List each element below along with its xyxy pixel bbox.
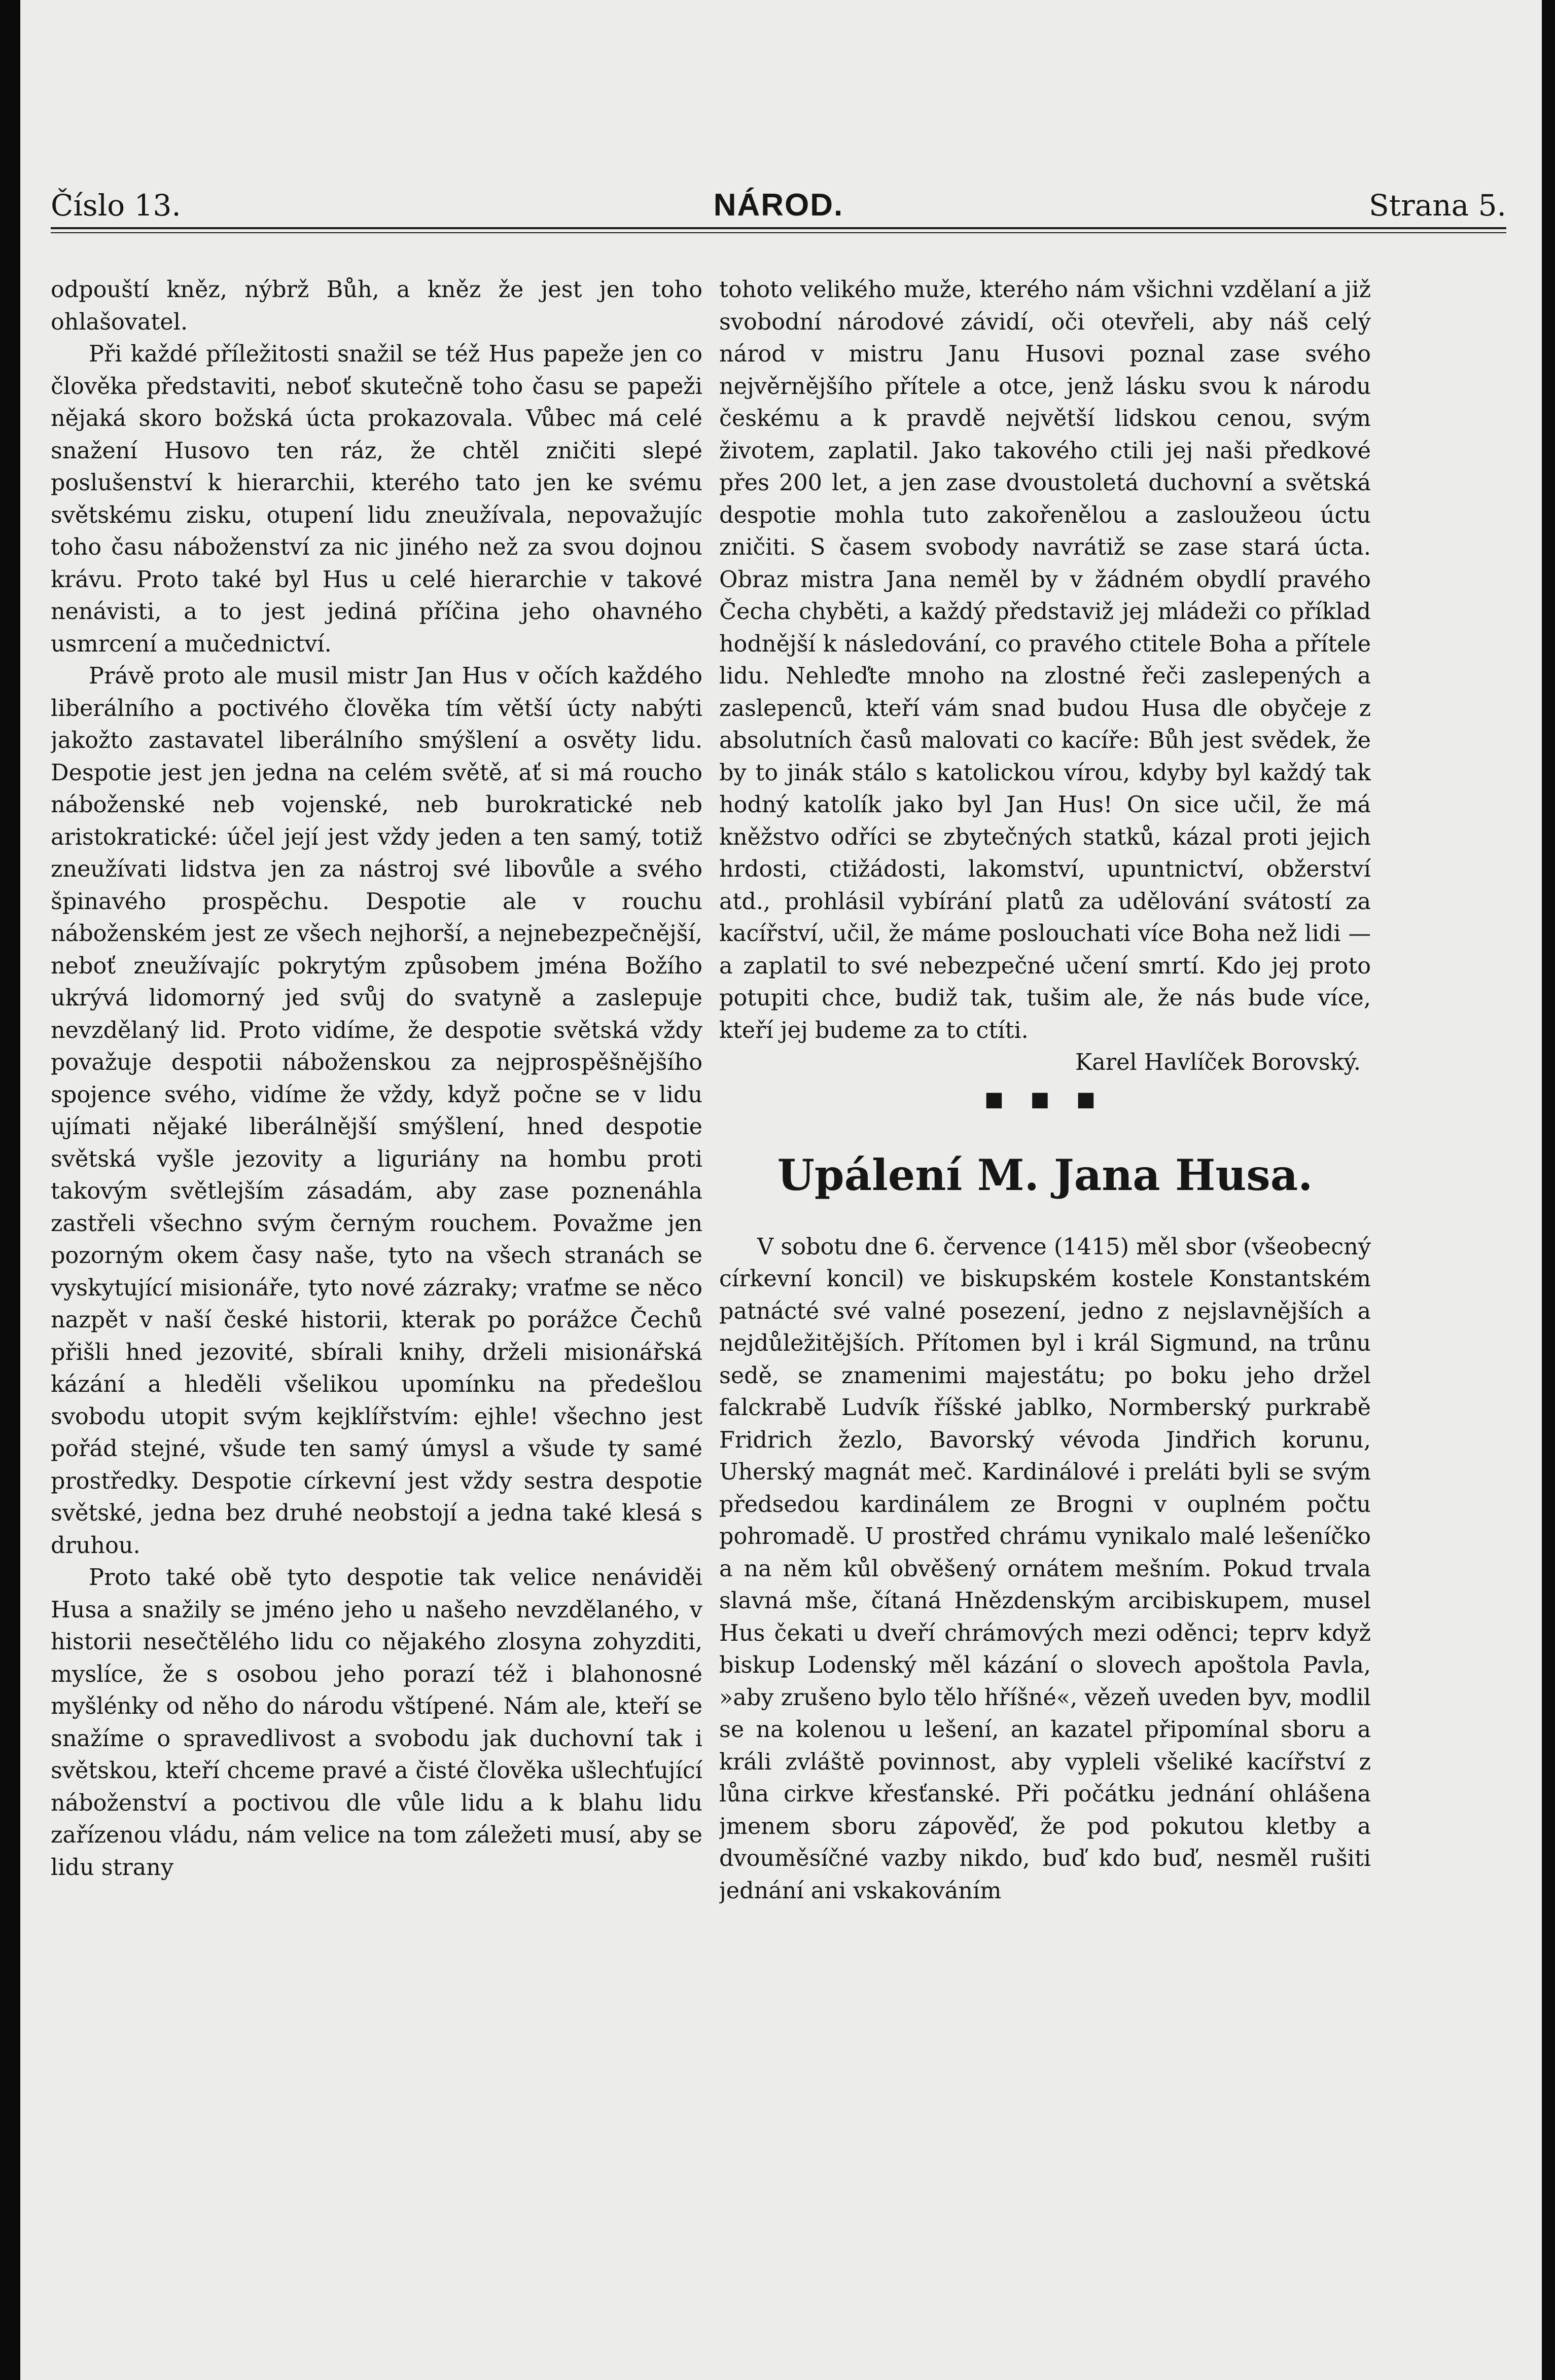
- header-rule: [51, 227, 1506, 229]
- article-paragraph: V sobotu dne 6. července (1415) měl sbor (všeobecný církevní koncil) ve biskupském kostele Konstantském patnácté své valné posezení, jedno z nejslavnějších a nejdůležitějších. Přítomen byl i král Sigmund, na trůnu sedě, se znamenimi majestátu; po boku jeho držel falckrabě Ludvík říšské jablko, Normberský purkrabě Fridrich žezlo, Bavorský vévoda Jindřich korunu, Uherský magnát meč. Kardinálové i preláti byli se svým předsedou kardinálem ze Brogni v ouplném počtu pohromadě. U prostřed chrámu vynikalo malé lešeníčko a na něm kůl obvěšený ornátem mešním. Pokud trvala slavná mše, čítaná Hnězdenským arcibiskupem, musel Hus čekati u dveří chrámových mezi oděnci; teprv když biskup Lodenský měl kázání o slovech apoštola Pavla, »aby zrušeno bylo tělo hříšné«, vězeň uveden byv, modlil se na kolenou u lešení, an kazatel připomínal sboru a králi zvláště povinnost, aby vypleli všeliké kacířství z lůna cirkve křesťanské. Při počátku jednání ohlášena jmenem sboru zápověď, že pod pokutou kletby a dvouměsíčné vazby nikdo, buď kdo buď, nesměl rušiti jednání ani vskakováním: [719, 1234, 1371, 1904]
- page-number: Strana 5.: [1368, 188, 1506, 223]
- left-column: [51, 274, 702, 2358]
- newspaper-page: [20, 0, 1542, 2380]
- section-divider-ornament: ■ ■ ■: [984, 1087, 1106, 1111]
- article-headline: Upálení M. Jana Husa.: [777, 1149, 1313, 1200]
- page-header: [51, 188, 1506, 223]
- article-paragraph: Proto také obě tyto despotie tak velice nenáviděi Husa a snažily se jméno jeho u našeho nevzdělaného, v historii nesečtělého lidu co nějakého zlosyna zohyzditi, myslíce, že s osobou jeho porazí též i blahonosné myšlénky od něho do národu vštípené. Nám ale, kteří se snažíme o spravedlivost a svobodu jak duchovní tak i světskou, kteří chceme pravé a čisté člověka ušlechťující náboženství a poctivou dle vůle lidu a k blahu lidu zařízenou vládu, nám velice na tom záležeti musí, aby se lidu strany: [51, 1565, 702, 1881]
- right-column: [719, 274, 1371, 2358]
- article-paragraph: Při každé příležitosti snažil se též Hus papeže jen co člověka představiti, neboť skutečně toho času se papeži nějaká skoro božská úcta prokazovala. Vůbec má celé snažení Husovo ten ráz, že chtěl zničiti slepé poslušenství k hierarchii, kterého tato jen ke svému světskému zisku, otupení lidu zneužívala, nepovažujíc toho času náboženství za nic jiného než za svou dojnou krávu. Proto také byl Hus u celé hierarchie v takové nenávisti, a to jest jediná příčina jeho ohavného usmrcení a mučednictví.: [51, 341, 702, 657]
- article-paragraph: Právě proto ale musil mistr Jan Hus v očích každého liberálního a poctivého člověka tím větší úcty nabýti jakožto zastavatel liberálního smýšlení a osvěty lidu. Despotie jest jen jedna na celém světě, ať si má roucho náboženské neb vojenské, neb burokratické neb aristokratické: účel její jest vždy jeden a ten samý, totiž zneužívati lidstva jen za nástroj své libovůle a svého špinavého prospěchu. Despotie ale v rouchu náboženském jest ze všech nejhorší, a nejnebezpečnější, neboť zneužívajíc pokrytým způsobem jména Božího ukrývá lidomorný jed svůj do svatyně a zaslepuje nevzdělaný lid. Proto vidíme, že despotie světská vždy považuje despotii náboženskou za nejprospěšnějšího spojence svého, vidíme že vždy, když počne se v lidu ujímati nějaké liberálnější smýšlení, hned despotie světská vyšle jezovity a liguriány na hombu proti takovým světlejším zásadám, aby zase poznenáhla zastřeli všechno svým černým rouchem. Považme jen pozorným okem časy naše, tyto na všech stranách se vyskytující misionáře, tyto nové zázraky; vraťme se něco nazpět v naší české historii, kterak po porážce Čechů přišli hned jezovité, sbírali knihy, drželi misionářská kázání a hleděli všelikou upomínku na předešlou svobodu utopit svým kejklířstvím: ejhle! všechno jest pořád stejné, všude ten samý úmysl a všude ty samé prostředky. Despotie církevní jest vždy sestra despotie světské, jedna bez druhé neobstojí a jedna také klesá s druhou.: [51, 663, 702, 1559]
- issue-number: Číslo 13.: [51, 188, 181, 223]
- masthead-title: NÁROD.: [713, 188, 844, 223]
- article-paragraph: tohoto velikého muže, kterého nám všichni vzdělaní a již svobodní národové závidí, oči otevřeli, aby náš celý národ v mistru Janu Husovi poznal zase svého nejvěrnějšího přítele a otce, jenž lásku svou k národu českému a k pravdě největší lidskou cenou, svým životem, zaplatil. Jako takového ctili jej naši předkové přes 200 let, a jen zase dvoustoletá duchovní a světská despotie mohla tuto zakořenělou a zasloužeou úctu zničiti. S časem svobody navrátiž se zase stará úcta. Obraz mistra Jana neměl by v žádném obydlí pravého Čecha chyběti, a každý představiž jej mládeži co příklad hodnější k následování, co pravého ctitele Boha a přítele lidu. Nehleďte mnoho na zlostné řeči zaslepených a zaslepenců, kteří vám snad budou Husa dle obyčeje z absolutních časů malovati co kacíře: Bůh jest svědek, že by to jinák stálo s katolickou vírou, kdyby byl každý tak hodný katolík jako byl Jan Hus! On sice učil, že má kněžstvo odříci se zbytečných statků, kázal proti jejich hrdosti, ctižádosti, lakomství, upuntnictví, obžerství atd., prohlásil vybírání platů za udělování svátostí za kacířství, učil, že máme poslouchati více Boha než lidi — a zaplatil to své nebezpečné učení smrtí. Kdo jej proto potupiti chce, budiž tak, tušim ale, že nás bude více, kteří jej budeme za to ctíti.: [719, 277, 1371, 1043]
- header-rule-thin: [51, 232, 1506, 233]
- article-paragraph: odpouští kněz, nýbrž Bůh, a kněz že jest jen toho ohlašovatel.: [51, 277, 702, 335]
- author-signature: Karel Havlíček Borovský.: [1075, 1050, 1361, 1075]
